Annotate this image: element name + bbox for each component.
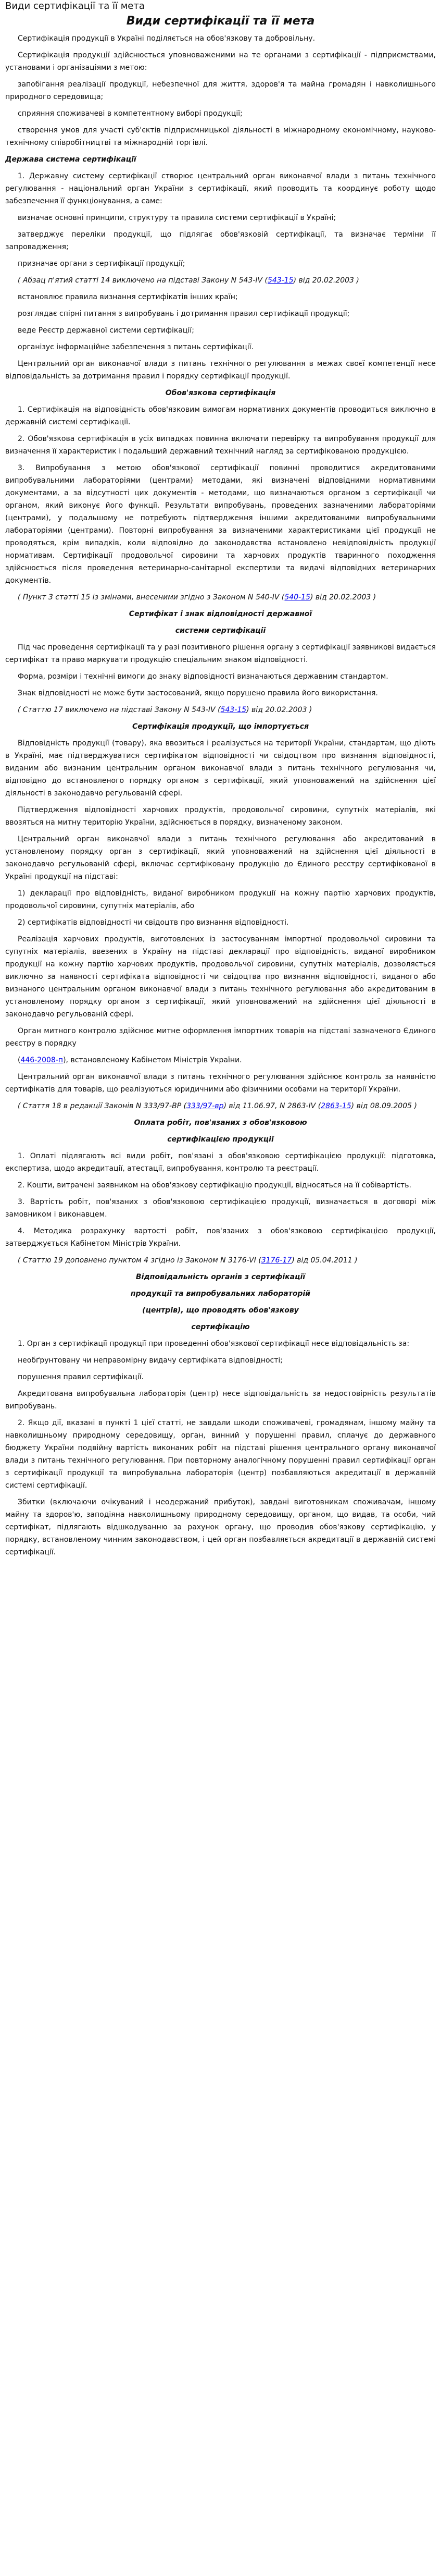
amendment-note [5, 1100, 436, 1112]
note-text: ) від 05.04.2011 ) [292, 1256, 358, 1265]
note-text: ( Абзац п'ятий статті 14 виключено на підставі Закону N 543-IV ( [18, 276, 268, 285]
law-link[interactable]: 333/97-вр [186, 1102, 224, 1110]
section-paragraph: порушення правил сертифікації. [18, 1373, 144, 1381]
section-paragraph: Центральний орган виконавчої влади з питань технічного регулювання здійснює контроль за наявністю сертифікатів для товарів, що реалізуються юридичними або фізичними особами на території України. [5, 1073, 436, 1094]
section-paragraph: 2. Кошти, витрачені заявником на обов'язкову сертифікацію продукції, відносяться на її собівартість. [18, 1181, 411, 1189]
section-paragraph: затверджує переліки продукції, що підлягає обов'язковій сертифікації, та визначає терміни її запровадження; [5, 230, 436, 251]
law-link[interactable]: 543-15 [220, 706, 247, 714]
section-paragraph: 2) сертифікатів відповідності чи свідоцтв про визнання відповідності. [18, 918, 289, 927]
section-paragraph: Реалізація харчових продуктів, виготовлених із застосуванням імпортної продовольчої сировини та супутніх матеріалів, ввезених в Україну на підставі декларації про відповідність, виданої виробником продукції на кожну партію харчових продуктів, продовольчої сировини, супутніх матеріалів, дозволяється виключно за наявності сертифіката відповідності чи свідоцтва про визнання відповідності, виданого або визнаного центральним органом виконавчої влади з питань технічного регулювання або акредитованим в установленому порядку органом з сертифікації, який уповноважений на здійснення цієї діяльності в законодавчо регульованій сфері. [5, 935, 436, 1019]
section-paragraph: встановлює правила визнання сертифікатів інших країн; [18, 293, 238, 301]
law-link[interactable]: 3176-17 [261, 1256, 292, 1265]
intro-list-item: сприяння споживачеві в компетентному виборі продукції; [18, 109, 243, 118]
section-paragraph: розглядає спірні питання з випробувань і дотримання правил сертифікації продукції; [18, 310, 350, 318]
amendment-note [5, 591, 436, 604]
section-paragraph: Центральний орган виконавчої влади з питань технічного регулювання в межах своєї компетенції несе відповідальність за дотримання правил і порядку сертифікації продукції. [5, 360, 436, 381]
intro-paragraph: Сертифікація продукції в Україні поділяється на обов'язкову та добровільну. [18, 34, 316, 43]
note-text: ( Статтю 17 виключено на підставі Закону N 543-IV ( [18, 706, 221, 714]
law-link[interactable]: 2863-15 [321, 1102, 351, 1110]
section-paragraph: 2. Обов'язкова сертифікація в усіх випадках повинна включати перевірку та випробування продукції для визначення її характеристик і подальший державний технічний нагляд за сертифікованою продукцією. [5, 435, 436, 456]
main-heading: Види сертифікації та її мета [126, 15, 315, 28]
intro-list-item: запобігання реалізації продукції, небезпечної для життя, здоров'я та майна громадян і навколишнього природного середовища; [5, 80, 436, 101]
amendment-note [5, 704, 436, 716]
paren-text: ( [18, 1056, 21, 1064]
section-heading: Відповідальність органів з сертифікації [135, 1273, 306, 1281]
section-heading: сертифікацію [191, 1323, 250, 1331]
section-paragraph: Збитки (включаючи очікуваний і неодержаний прибуток), завдані виготовникам споживачам, іншому майну та здоров'ю, заподіяна навколишньому природному середовищу, органом, що видав, та особи, чий сертифікат, підлягають відшкодуванню за рахунок органу, що проводив обов'язкову сертифікацію, у порядку, встановленому чинним законодавством, і цей орган позбавляється акредитації в державній системі сертифікації. [5, 1498, 436, 1556]
section-paragraph: 3. Випробування з метою обов'язкової сертифікації повинні проводитися акредитованими випробувальними лабораторіями (центрами) методами, які визначені відповідними нормативними документами, а за відсутності цих документів - методами, що визначаються органом з сертифікації чи органом, який виконує його функції. Результати випробувань, проведених зазначеними лабораторіями (центрами), у подальшому не потребують підтвердження іншими акредитованими випробувальними лабораторіями (центрами). Повторні випробування за визначеними характеристиками цієї продукції не проводяться, крім випадків, коли відповідно до законодавства встановлено невідповідність продукції нормативам. Сертифікації продовольчої сировини та харчових продуктів тваринного походження здійснюється після проведення ветеринарно-санітарної експертизи та видачі відповідних ветеринарних документів. [5, 464, 436, 585]
section-paragraph: 1. Орган з сертифікації продукції при проведенні обов'язкової сертифікації несе відповідальність за: [18, 1340, 410, 1348]
intro-list-item: створення умов для участі суб'єктів підприємницької діяльності в міжнародному економічному, науково-технічному співробітництві та міжнародній торгівлі. [5, 126, 436, 147]
section-paragraph: 1) декларації про відповідність, виданої виробником продукції на кожну партію харчових продуктів, продовольчої сировини, супутніх матеріалів, або [5, 889, 436, 910]
note-text: ( Стаття 18 в редакції Законів N 333/97-ВР ( [18, 1102, 187, 1110]
section-paragraph: веде Реєстр державної системи сертифікації; [18, 326, 194, 335]
intro-paragraph: Сертифікація продукції здійснюється уповноваженими на те органами з сертифікації - підприємствами, установами і організаціями з метою: [5, 51, 436, 72]
section-paragraph [5, 1054, 436, 1066]
amendment-note [5, 1254, 436, 1267]
note-text: ) від 08.09.2005 ) [351, 1102, 417, 1110]
section-paragraph: Знак відповідності не може бути застосований, якщо порушено правила його використання. [18, 689, 378, 697]
section-heading: (центрів), що проводять обов'язкову [142, 1306, 299, 1315]
section-paragraph: 4. Методика розрахунку вартості робіт, пов'язаних з обов'язковою сертифікацією продукції, затверджується Кабінетом Міністрів України. [5, 1227, 436, 1248]
section-paragraph: Відповідність продукції (товару), яка ввозиться і реалізується на території України, стандартам, що діють в Україні, має підтверджуватися сертифікатом відповідності чи свідоцтвом про визнання відповідності, виданим або визнаним центральним органом виконавчої влади з питань технічного регулювання чи, відповідно до встановленого порядку органом з сертифікації, який уповноважений на здійснення цієї діяльності в законодавчо регульованій сфері. [5, 739, 436, 798]
section-heading: Держава система сертифікації [5, 155, 136, 164]
section-paragraph: Центральний орган виконавчої влади з питань технічного регулювання або акредитований в установленому порядку орган з сертифікації, який уповноважений на здійснення цієї діяльності в законодавчо регульованій сфері, включає сертифіковану продукцію до Єдиного реєстру сертифікованої в Україні продукції на підставі: [5, 835, 436, 881]
paragraph-text: ), встановленому Кабінетом Міністрів України. [63, 1056, 242, 1064]
note-text: ) від 11.06.97, N 2863-IV ( [223, 1102, 321, 1110]
section-paragraph: 1. Державну систему сертифікації створює центральний орган виконавчої влади з питань технічного регулювання - національний орган України з сертифікації, який проводить та координує роботу щодо забезпечення її функціонування, а саме: [5, 172, 436, 205]
section-paragraph: визначає основні принципи, структуру та правила системи сертифікації в Україні; [18, 214, 336, 222]
section-paragraph: організує інформаційне забезпечення з питань сертифікації. [18, 343, 254, 351]
note-text: ) від 20.02.2003 ) [246, 706, 312, 714]
amendment-note [5, 274, 436, 287]
section-paragraph: Орган митного контролю здійснює митне оформлення імпортних товарів на підставі зазначеного Єдиного реєстру в порядку [5, 1027, 436, 1048]
section-paragraph: 1. Сертифікація на відповідність обов'язковим вимогам нормативних документів проводиться виключно в державній системі сертифікації. [5, 406, 436, 426]
page-title: Види сертифікації та її мета [5, 1, 145, 11]
section-paragraph: Акредитована випробувальна лабораторія (центр) несе відповідальність за недостовірність результатів випробувань. [5, 1390, 436, 1410]
section-paragraph: 1. Оплаті підлягають всі види робіт, пов'язані з обов'язковою сертифікацією продукції: підготовка, експертиза, щодо акредитації, атестації, випробування, контролю та реєстрації. [5, 1152, 436, 1173]
section-heading: сертифікацією продукції [167, 1135, 274, 1144]
section-paragraph: Під час проведення сертифікації та у разі позитивного рішення органу з сертифікації заявникові видається сертифікат та право маркувати продукцію спеціальним знаком відповідності. [5, 643, 436, 664]
section-paragraph: призначає органи з сертифікації продукції; [18, 260, 185, 268]
law-link[interactable]: 543-15 [268, 276, 294, 285]
section-heading: Сертифікація продукції, що імпортується [132, 722, 309, 731]
section-heading: продукції та випробувальних лабораторій [130, 1290, 311, 1298]
note-text: ( Статтю 19 доповнено пунктом 4 згідно із Законом N 3176-VI ( [18, 1256, 261, 1265]
note-text: ) від 20.02.2003 ) [293, 276, 359, 285]
section-paragraph: Підтвердження відповідності харчових продуктів, продовольчої сировини, супутніх матеріалів, які ввозяться на митну територію України, здійснюється в порядку, визначеному законом. [5, 806, 436, 827]
section-heading: Оплата робіт, пов'язаних з обов'язковою [134, 1119, 307, 1127]
section-paragraph: необґрунтовану чи неправомірну видачу сертифіката відповідності; [18, 1356, 283, 1365]
resolution-link[interactable]: 446-2008-п [20, 1056, 64, 1064]
section-paragraph: Форма, розміри і технічні вимоги до знаку відповідності визначаються державним стандартом. [18, 672, 388, 681]
section-paragraph: 3. Вартість робіт, пов'язаних з обов'язковою сертифікацією продукції, визначається в договорі між замовником і виконавцем. [5, 1198, 436, 1219]
note-text: ) від 20.02.2003 ) [310, 593, 376, 602]
note-text: ( Пункт 3 статті 15 із змінами, внесеними згідно з Законом N 540-IV ( [18, 593, 285, 602]
section-paragraph: 2. Якщо дії, вказані в пункті 1 цієї статті, не завдали шкоди споживачеві, громадянам, іншому майну та навколишньому природному середовищу, орган, винний у порушенні правил, сплачує до державного бюджету України подвійну вартість виконаних робіт на підставі рішення центрального органу виконавчої влади з питань технічного регулювання. При повторному аналогічному порушенні правил сертифікації орган з сертифікації продукції та випробувальна лабораторія (центр) позбавляються акредитації в державній системі сертифікації. [5, 1419, 436, 1490]
section-heading: Сертифікат і знак відповідності державної [129, 610, 312, 618]
law-link[interactable]: 540-15 [284, 593, 310, 602]
section-heading: Обов'язкова сертифікація [165, 389, 276, 397]
section-heading: системи сертифікації [175, 627, 266, 635]
